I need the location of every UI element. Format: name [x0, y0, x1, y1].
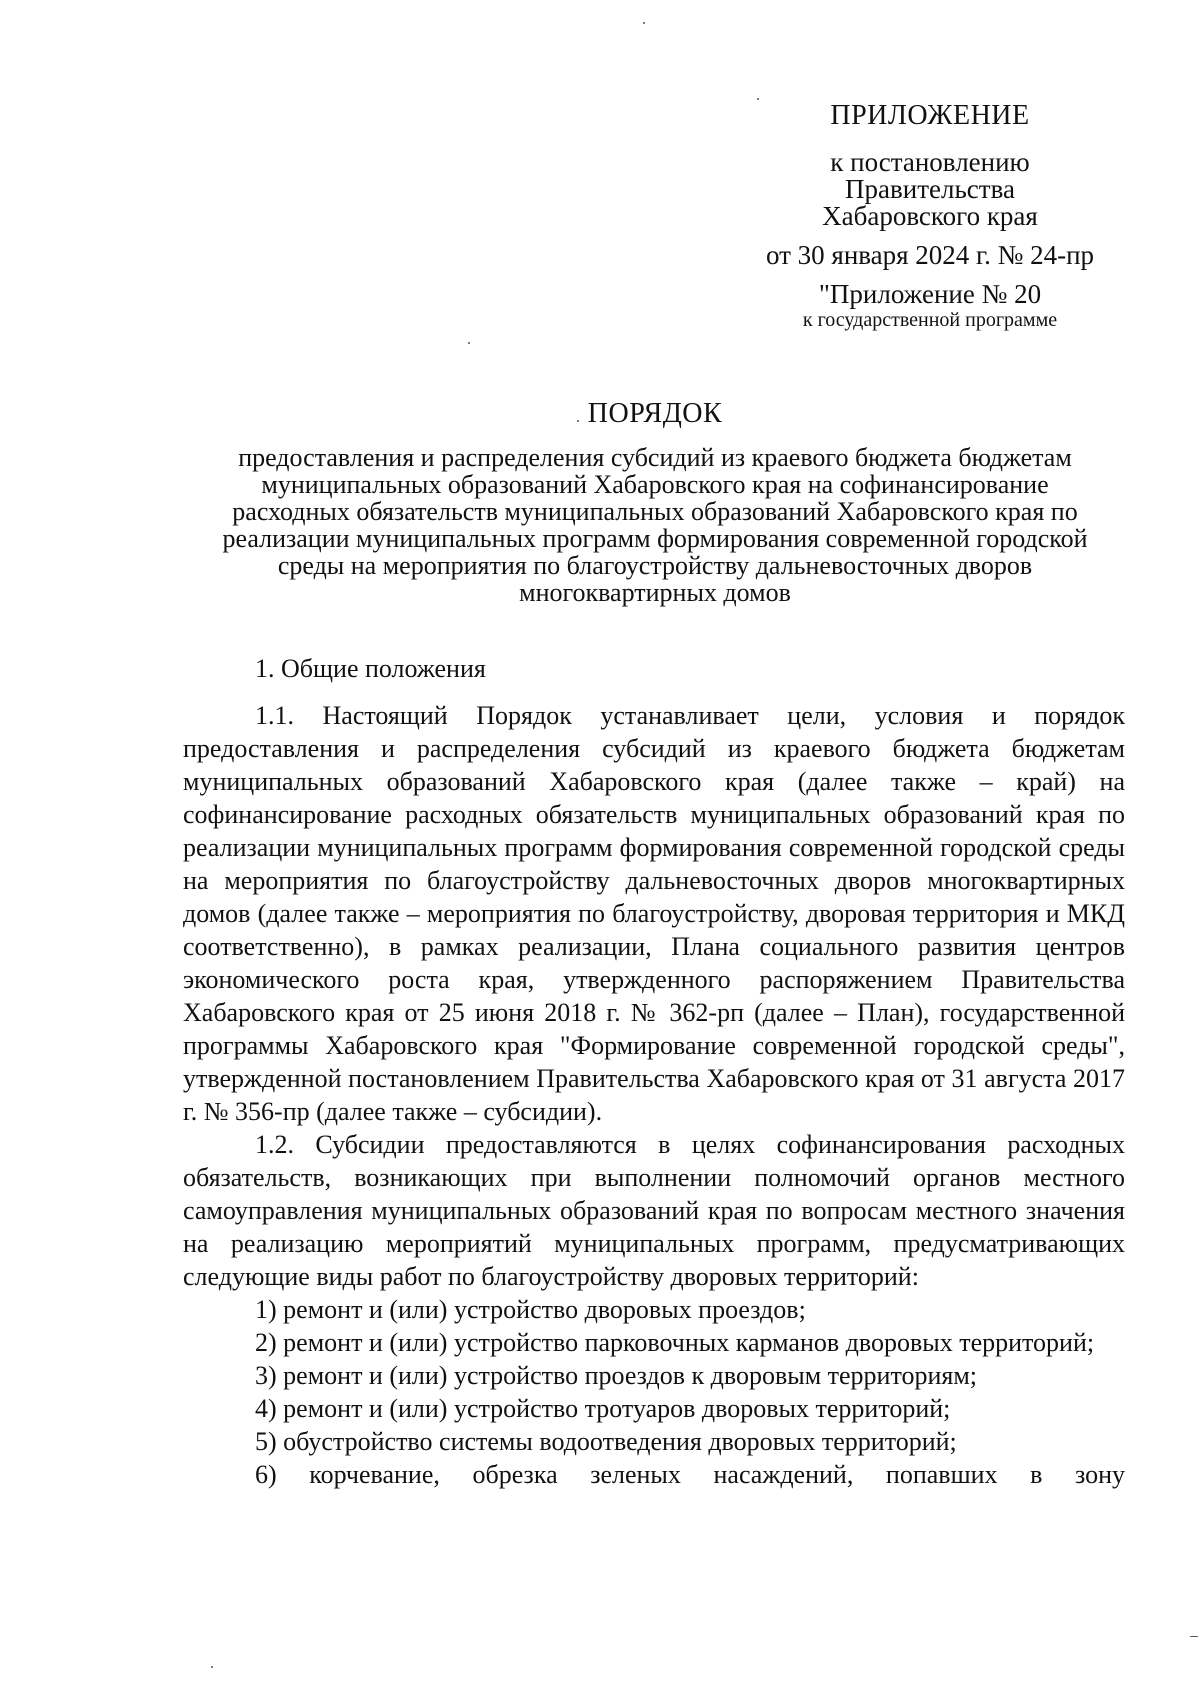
appendix-date-line: от 30 января 2024 г. № 24-пр [765, 240, 1095, 270]
subtitle-line: муниципальных образований Хабаровского края на софинансирование [261, 470, 1049, 499]
appendix-reference-sub: к государственной программе [802, 309, 1058, 331]
document-subtitle [180, 444, 1130, 606]
paragraph-1-2: 1.2. Субсидии предоставляются в целях софинансирования расходных обязательств, возникающих при выполнении полномочий органов местного самоуправления муниципальных образований края по вопросам местного значения на реализацию мероприятий муниципальных программ, предусматривающих следующие виды работ по благоустройству дворовых территорий: [183, 1130, 1125, 1291]
subtitle-line: расходных обязательств муниципальных образований Хабаровского края по [232, 497, 1078, 526]
document-title [180, 398, 1130, 606]
document-title-main: ПОРЯДОК [587, 398, 723, 429]
scan-speck [211, 1666, 213, 1668]
appendix-line-2: Правительства [845, 174, 1015, 204]
appendix-line-1: к постановлению [830, 147, 1030, 177]
scan-speck [1190, 1636, 1198, 1637]
section-heading: 1. Общие положения [255, 654, 486, 683]
document-body [183, 652, 1125, 1491]
appendix-reference: "Приложение № 20 [818, 279, 1042, 309]
list-item: 4) ремонт и (или) устройство тротуаров дворовых территорий; [255, 1394, 951, 1423]
scan-speck [468, 342, 470, 344]
subtitle-line: многоквартирных домов [519, 578, 791, 607]
paragraph-1-1: 1.1. Настоящий Порядок устанавливает цели, условия и порядок предоставления и распределения субсидий из краевого бюджета бюджетам муниципальных образований Хабаровского края (далее также – край) на софинансирование расходных обязательств муниципальных образований края по реализации муниципальных программ формирования современной городской среды на мероприятия по благоустройству дальневосточных дворов многоквартирных домов (далее также – мероприятия по благоустройству, дворовая территория и МКД соответственно), в рамках реализации, Плана социального развития центров экономического роста края, утвержденного распоряжением Правительства Хабаровского края от 25 июня 2018 г. № 362-рп (далее – План), государственной программы Хабаровского края "Формирование современной городской среды", утвержденной постановлением Правительства Хабаровского края от 31 августа 2017 г. № 356-пр (далее также – субсидии). [183, 701, 1125, 1126]
subtitle-line: реализации муниципальных программ формирования современной городской [222, 524, 1088, 553]
list-item: 3) ремонт и (или) устройство проездов к дворовым территориям; [255, 1361, 978, 1390]
appendix-header [750, 102, 1110, 332]
subtitle-line: предоставления и распределения субсидий из краевого бюджета бюджетам [238, 443, 1072, 472]
scan-speck [577, 420, 579, 422]
subtitle-line: среды на мероприятия по благоустройству дальневосточных дворов [277, 551, 1033, 580]
scan-speck [643, 22, 645, 24]
list-item: 5) обустройство системы водоотведения дворовых территорий; [255, 1427, 957, 1456]
list-item: 2) ремонт и (или) устройство парковочных карманов дворовых территорий; [255, 1328, 1095, 1357]
list-item: 1) ремонт и (или) устройство дворовых проездов; [255, 1295, 806, 1324]
scan-speck [757, 98, 759, 100]
appendix-line-3: Хабаровского края [822, 201, 1038, 231]
appendix-title: ПРИЛОЖЕНИЕ [830, 100, 1030, 131]
list-item: 6) корчевание, обрезка зеленых насаждений, попавших в зону [255, 1460, 1125, 1489]
